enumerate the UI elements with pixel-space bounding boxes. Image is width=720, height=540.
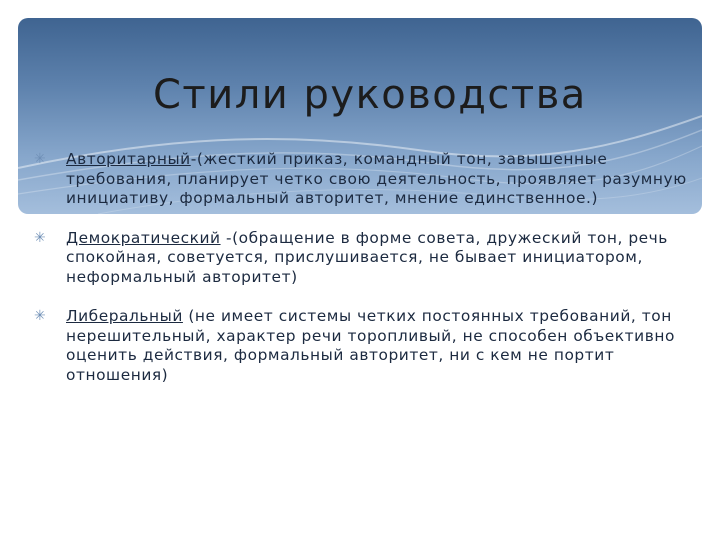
- asterisk-bullet-icon: ✳: [34, 308, 47, 324]
- term-liberal: Либеральный: [66, 307, 183, 325]
- slide-title: Стили руководства: [153, 72, 587, 118]
- asterisk-bullet-icon: ✳: [34, 151, 47, 167]
- list-item-liberal: [34, 307, 694, 385]
- list-item-democratic: [34, 229, 694, 288]
- term-authoritarian: Авторитарный: [66, 150, 191, 168]
- term-democratic: Демократический: [66, 228, 221, 247]
- description-democratic: -(обращение в форме совета, дружеский тон, речь спокойная, советуется, прислушивается, не бывает инициатором, неформальный авторитет): [66, 228, 668, 286]
- list-item-authoritarian: [34, 150, 694, 209]
- description-authoritarian: -(жесткий приказ, командный тон, завышенные требования, планирует четко свою деятельность, проявляет разумную инициативу, формальный авторитет, мнение единственное.): [66, 150, 687, 207]
- bullet-list: [34, 150, 694, 405]
- asterisk-bullet-icon: ✳: [34, 229, 47, 246]
- description-liberal: (не имеет системы четких постоянных требований, тон нерешительный, характер речи торопливый, не способен объективно оценить действия, формальный авторитет, ни с кем не портит отношения): [66, 307, 675, 384]
